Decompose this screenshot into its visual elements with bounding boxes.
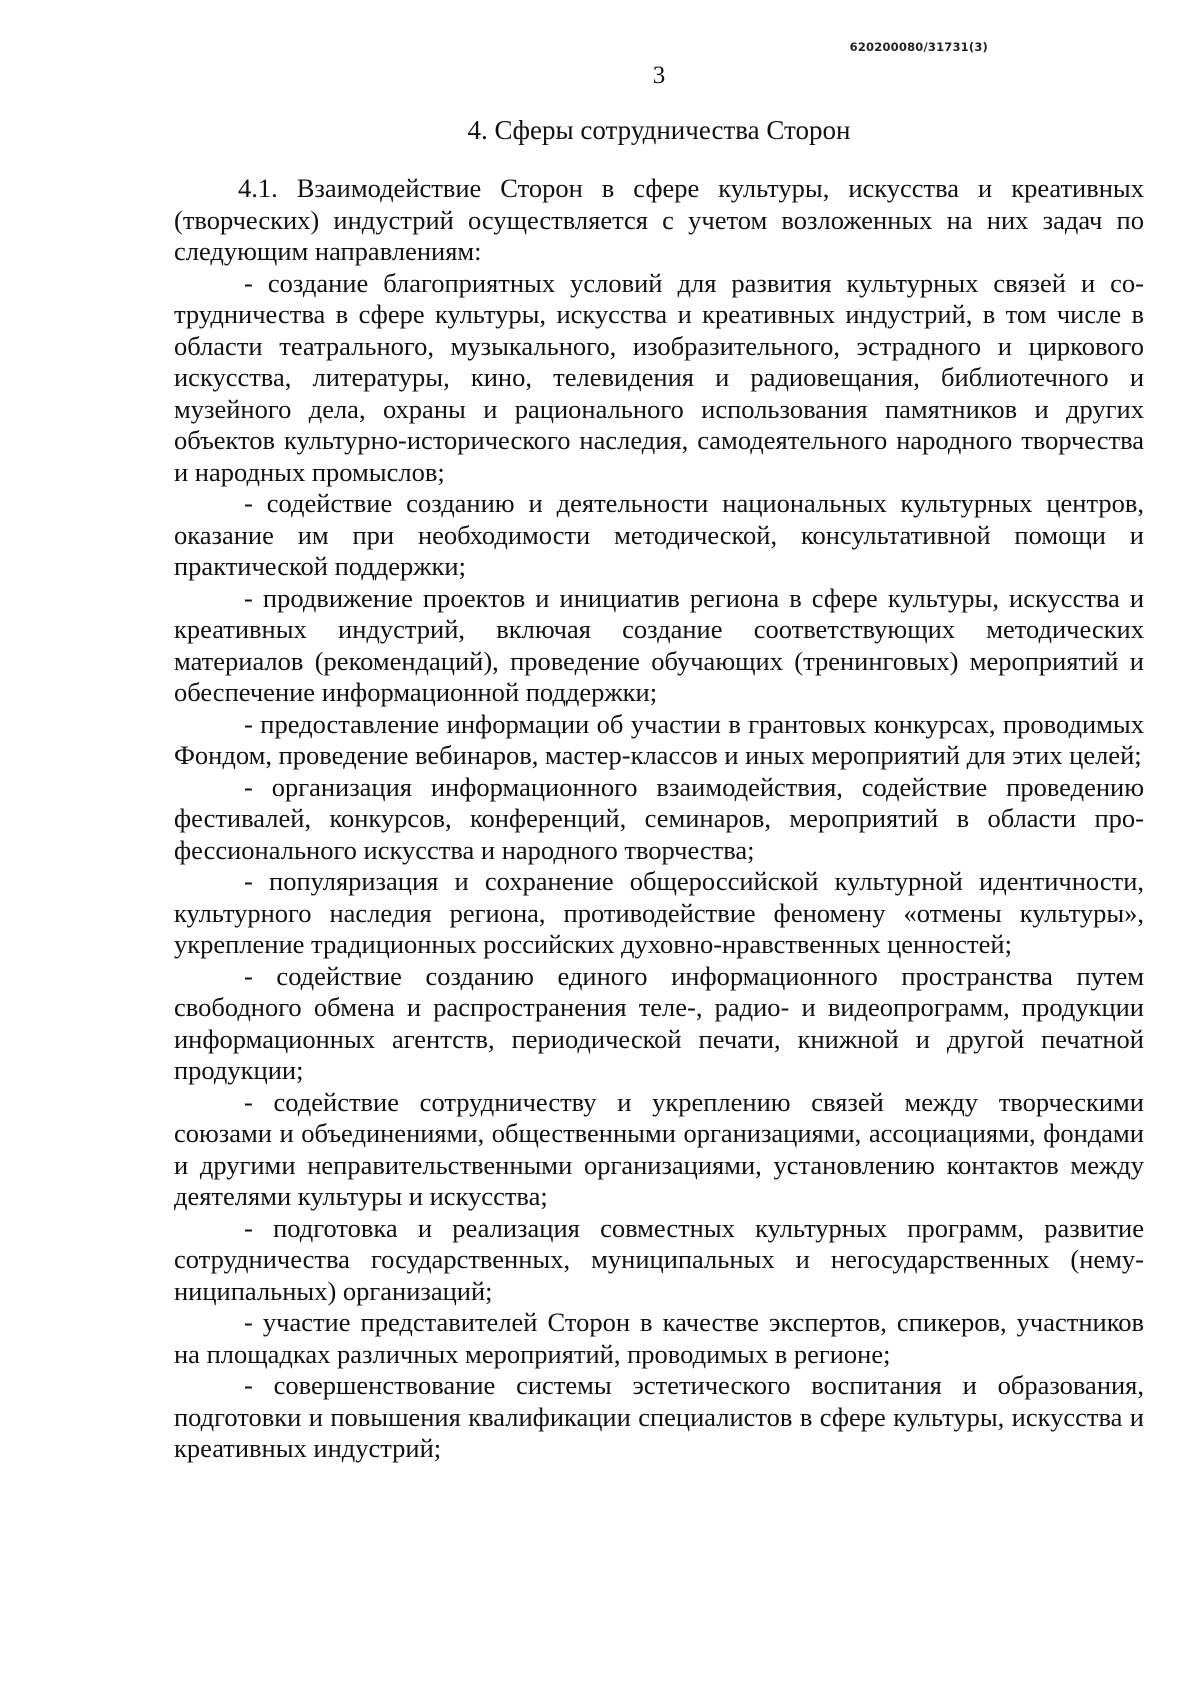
list-item: - организация информационного взаимодействия, содействие проведению фестивалей, конкурсов, конференций, семинаров, мероприятий в области профессионального искусства и народного творчества; [174, 771, 1144, 865]
page-number: 3 [652, 62, 666, 89]
list-item: - продвижение проектов и инициатив региона в сфере культуры, искусства и креативных индустрий, включая создание соответствующих методических материалов (рекомендаций), проведение обучающих (тренинговых) мероприятий и обеспечение информационной поддержки; [174, 582, 1144, 707]
list-item: - предоставление информации об участии в грантовых конкурсах, проводимых Фондом, проведение вебинаров, мастер-классов и иных мероприятий для этих целей; [174, 708, 1144, 770]
intro-paragraph: 4.1. Взаимодействие Сторон в сфере культуры, искусства и креативных (творческих) индустрий осуществляется с учетом возложенных на них задач по следующим направлениям: [174, 173, 1144, 266]
list-item: - содействие созданию и деятельности национальных культурных центров, оказание им при необходимости методической, консультативной помощи и практической поддержки; [174, 488, 1144, 581]
list-item: - создание благоприятных условий для развития культурных связей и сотрудничества в сфере культуры, искусства и креативных индустрий, в том числе в области театрального, музыкального, изобразительного, эстрадного и циркового искусства, литературы, кино, телевидения и радиовещания, библиотечного и музейного дела, охраны и рационального использования памятников и других объектов культурно-исторического наследия, самодеятельного народного творчества и народных промыслов; [174, 267, 1144, 487]
list-item: - содействие созданию единого информационного пространства путем свободного обмена и распространения теле-, радио- и видеопрограмм, продукции информационных агентств, периодической печати, книжной и другой печатной продукции; [174, 960, 1144, 1085]
list-item: - совершенствование системы эстетического воспитания и образования, подготовки и повышения квалификации специалистов в сфере культуры, искусства и креативных индустрий; [174, 1370, 1144, 1463]
list-item: - популяризация и сохранение общероссийской культурной идентичности, культурного наследия региона, противодействие феномену «отмены культуры», укрепление традиционных российских духовно-нравственных ценностей; [174, 866, 1144, 959]
document-id: 620200080/31731(3) [849, 40, 988, 54]
document-body [174, 173, 1144, 1465]
section-title: 4. Сферы сотрудничества Сторон [467, 115, 851, 145]
list-item: - подготовка и реализация совместных культурных программ, развитие сотрудничества государственных, муниципальных и негосударственных (немуниципальных) организаций; [174, 1212, 1144, 1306]
list-item: - участие представителей Сторон в качестве экспертов, спикеров, участников на площадках различных мероприятий, проводимых в регионе; [174, 1307, 1144, 1369]
list-item: - содействие сотрудничеству и укреплению связей между творческими союзами и объединениями, общественными организациями, ассоциациями, фондами и другими неправительственными организациями, установлению контактов между деятелями культуры и искусства; [174, 1086, 1144, 1211]
